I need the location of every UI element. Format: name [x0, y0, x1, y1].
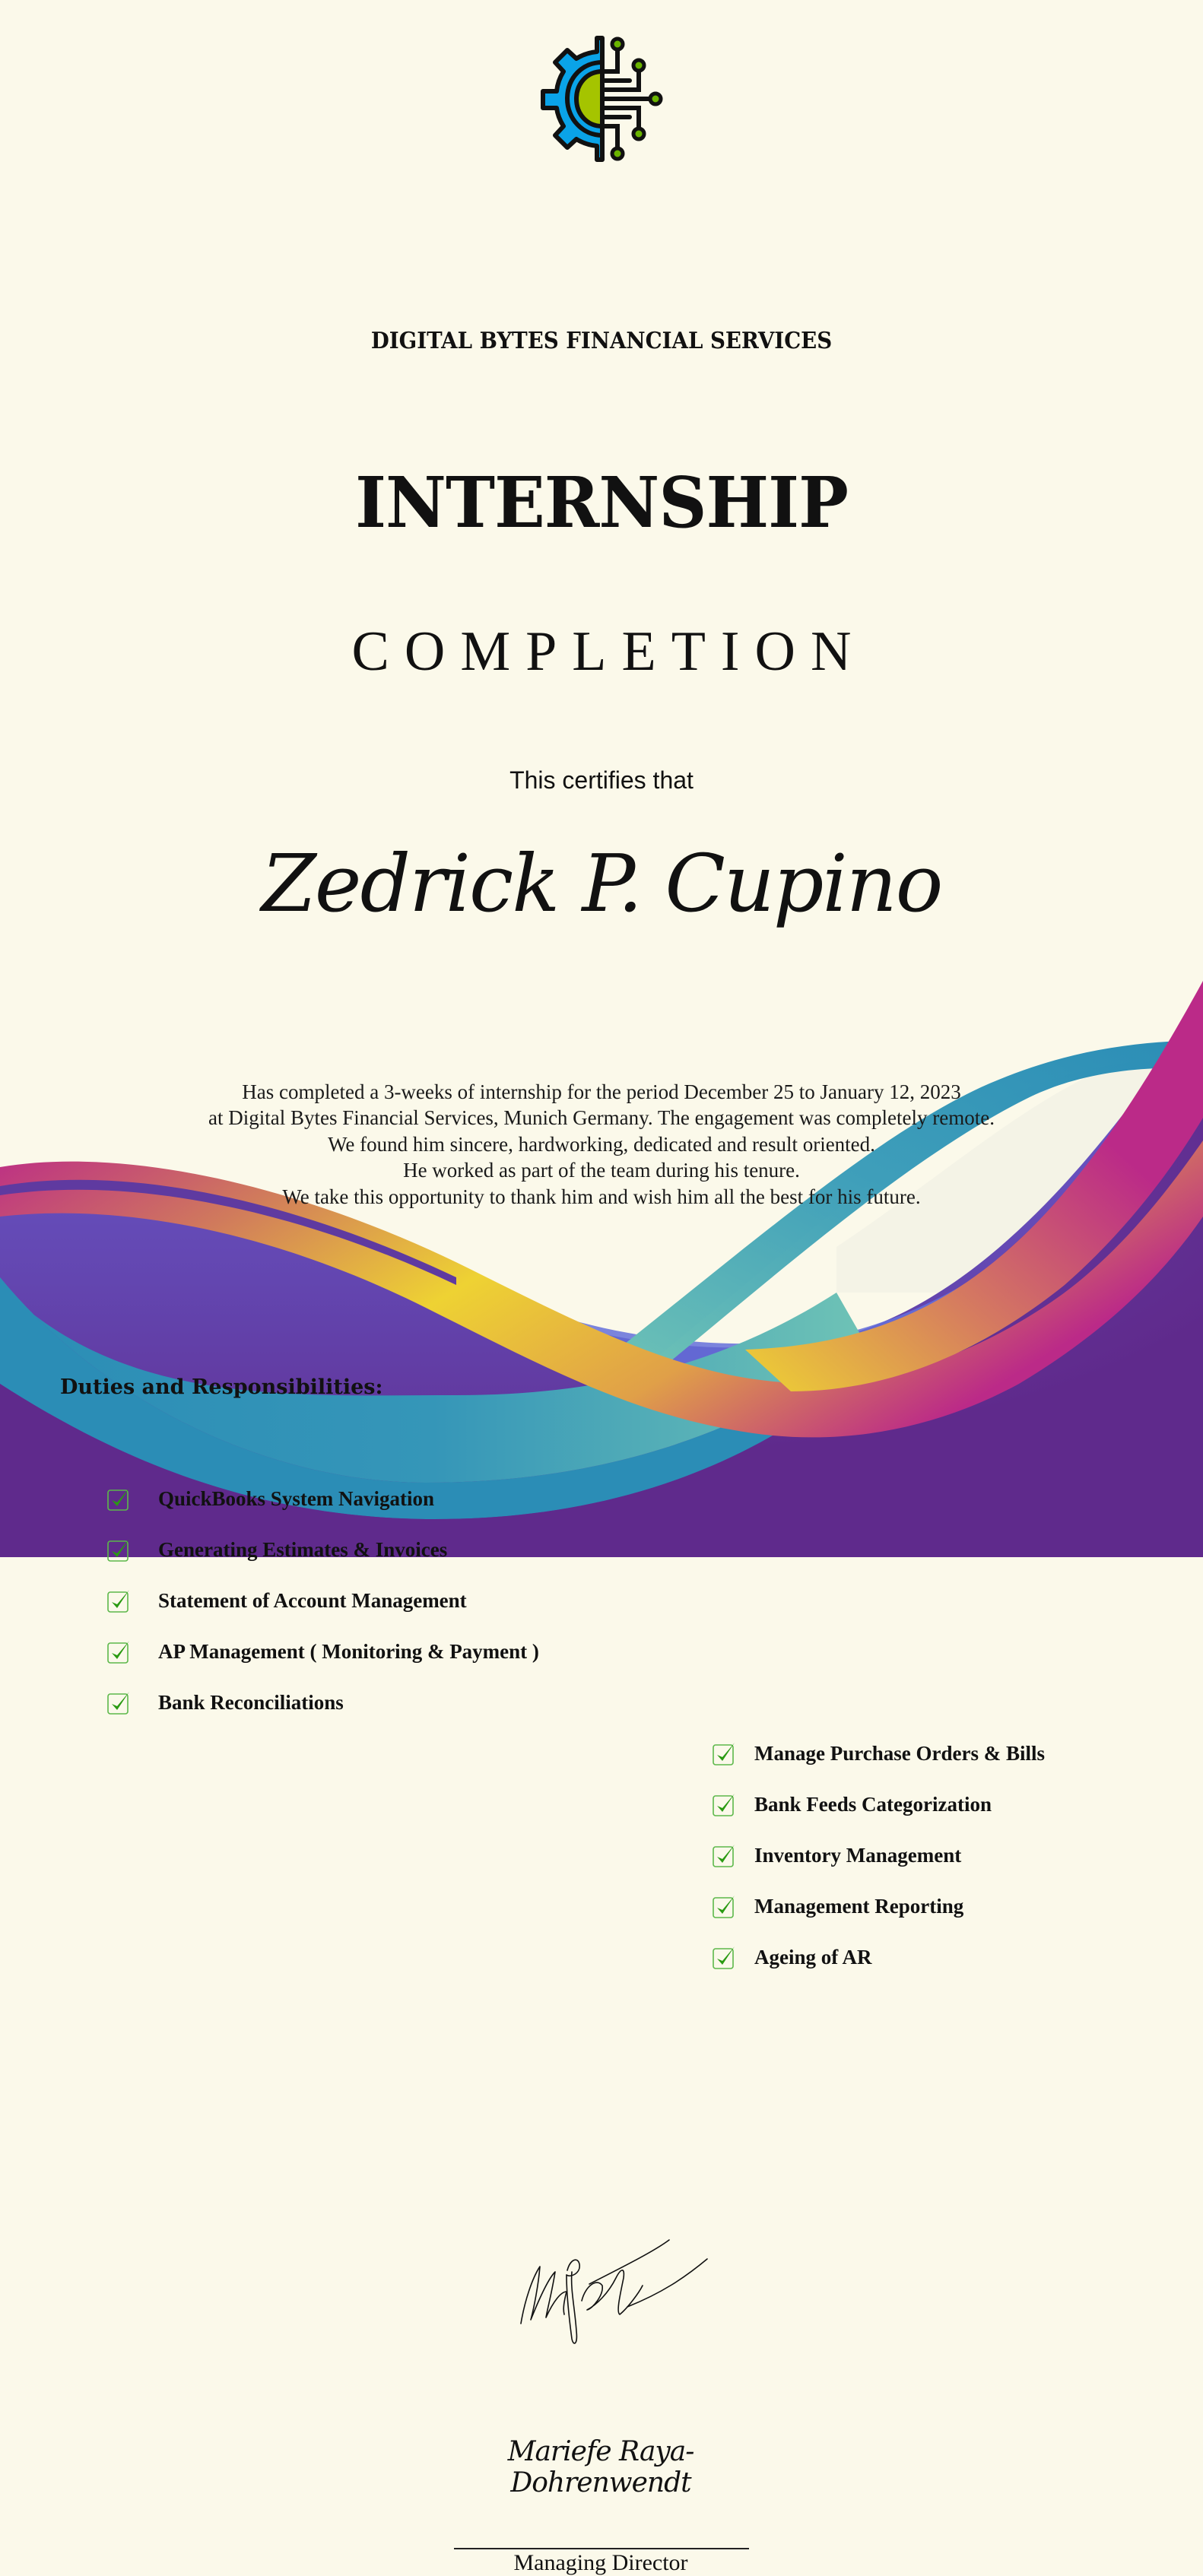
- duty-item: [106, 1677, 1203, 1728]
- duty-item: [712, 1728, 1203, 1779]
- certificate-body: [0, 1079, 1203, 1210]
- body-line: We found him sincere, hardworking, dedicated and result oriented.: [328, 1132, 875, 1156]
- certificate-title: INTERNSHIP: [355, 462, 848, 544]
- signatory-name: Mariefe Raya-Dohrenwendt: [507, 2436, 694, 2499]
- duty-label: Generating Estimates & Invoices: [158, 1538, 448, 1562]
- checkbox-checked-icon: [106, 1639, 132, 1665]
- duty-label: AP Management ( Monitoring & Payment ): [158, 1640, 539, 1664]
- duty-label: Manage Purchase Orders & Bills: [754, 1742, 1045, 1765]
- body-line: He worked as part of the team during his tenure.: [403, 1159, 800, 1182]
- duty-item: [106, 1626, 1203, 1677]
- company-name: DIGITAL BYTES FINANCIAL SERVICES: [370, 328, 833, 354]
- signature-line: [454, 2548, 749, 2549]
- signatory-title: Managing Director: [513, 2550, 688, 2576]
- duty-item: [712, 1830, 1203, 1881]
- duty-label: Inventory Management: [754, 1844, 962, 1867]
- checkbox-checked-icon: [106, 1588, 132, 1614]
- checkbox-checked-icon: [106, 1486, 132, 1512]
- duty-item: [106, 1575, 1203, 1626]
- duty-label: Bank Feeds Categorization: [754, 1793, 992, 1816]
- checkbox-checked-icon: [712, 1741, 738, 1767]
- duties-heading: Duties and Responsibilities:: [60, 1375, 383, 1400]
- duty-label: Statement of Account Management: [158, 1589, 467, 1613]
- duty-label: Bank Reconciliations: [158, 1691, 344, 1715]
- checkbox-checked-icon: [712, 1792, 738, 1818]
- duty-item: [712, 1932, 1203, 1983]
- checkbox-checked-icon: [712, 1843, 738, 1869]
- duty-label: Management Reporting: [754, 1895, 964, 1918]
- body-line: at Digital Bytes Financial Services, Munich Germany. The engagement was completely remote.: [208, 1106, 995, 1130]
- certifies-text: This certifies that: [509, 766, 694, 794]
- checkbox-checked-icon: [712, 1945, 738, 1971]
- gear-circuit-logo-icon: [532, 29, 669, 166]
- checkbox-checked-icon: [712, 1894, 738, 1920]
- body-line: Has completed a 3-weeks of internship for the period December 25 to January 12, 2023: [242, 1080, 961, 1103]
- signature-scribble-icon: [433, 2225, 768, 2358]
- recipient-name: Zedrick P. Cupino: [261, 837, 942, 930]
- certificate-subtitle: COMPLETION: [351, 620, 867, 683]
- body-line: We take this opportunity to thank him and wish him all the best for his future.: [282, 1185, 921, 1208]
- duties-list-right: [712, 1728, 1203, 1983]
- duty-label: QuickBooks System Navigation: [158, 1487, 435, 1511]
- duty-item: [712, 1881, 1203, 1932]
- checkbox-checked-icon: [106, 1537, 132, 1563]
- duty-label: Ageing of AR: [754, 1946, 872, 1969]
- duty-item: [712, 1779, 1203, 1830]
- duties-list-left: [106, 1474, 1203, 1728]
- duty-item: [106, 1524, 1203, 1575]
- checkbox-checked-icon: [106, 1690, 132, 1716]
- duty-item: [106, 1474, 1203, 1524]
